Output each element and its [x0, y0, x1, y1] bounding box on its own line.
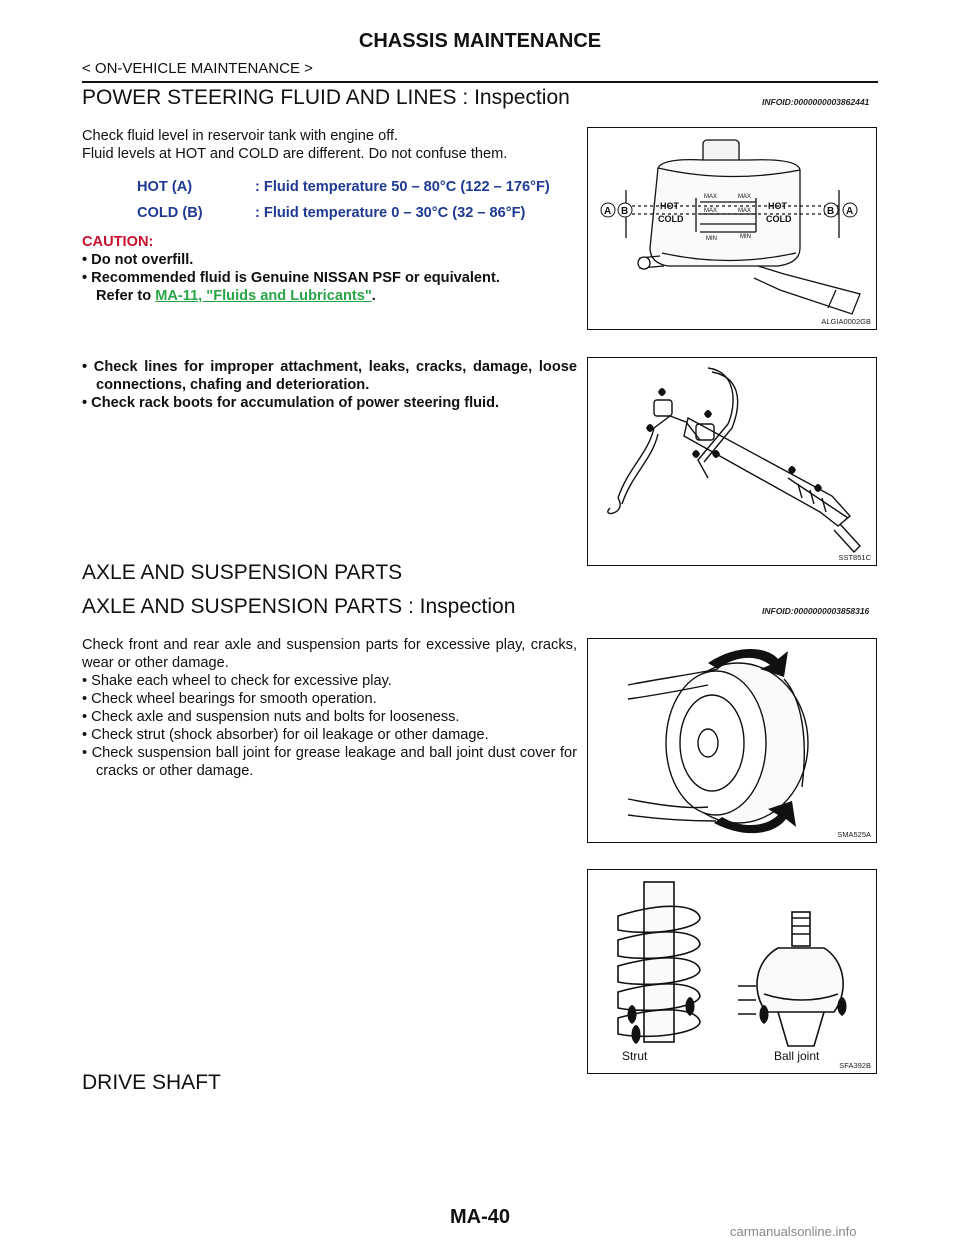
label-cold: COLD: [658, 214, 684, 224]
spec-key: HOT (A): [137, 179, 193, 195]
list-item-text: Check wheel bearings for smooth operation.: [91, 691, 377, 707]
reservoir-illustration: [588, 128, 878, 331]
spec-row-hot: [137, 174, 587, 200]
spec-value: : Fluid temperature 0 – 30°C (32 – 86°F): [255, 205, 526, 221]
label-ball-joint: Ball joint: [774, 1049, 820, 1063]
section-title-axle-parts: AXLE AND SUSPENSION PARTS: [82, 561, 403, 584]
list-item: • Check axle and suspension nuts and bolts for looseness.: [82, 709, 460, 725]
list-item: • Check lines for improper attachment, leaks, cracks, damage, loose connections, chafing and deterioration.: [82, 359, 577, 393]
refer-line: [82, 287, 577, 305]
list-item-text: Check lines for improper attachment, leaks, cracks, damage, loose connections, chafing and deterioration.: [93, 359, 577, 393]
list-item: • Check rack boots for accumulation of power steering fluid.: [82, 395, 500, 411]
spec-key: COLD (B): [137, 205, 203, 221]
list-item-text: Check axle and suspension nuts and bolts for looseness.: [91, 709, 460, 725]
label-b: B: [827, 206, 835, 217]
label-strut: Strut: [622, 1049, 648, 1063]
list-item: • Shake each wheel to check for excessive play.: [82, 673, 392, 689]
label-cold: COLD: [766, 214, 792, 224]
label-a: A: [604, 206, 612, 217]
label-max: MAX: [704, 208, 718, 214]
figure-steering-lines: [587, 357, 877, 566]
page-title: CHASSIS MAINTENANCE: [358, 30, 602, 52]
label-b: B: [621, 206, 629, 217]
list-item-text: Shake each wheel to check for excessive play.: [91, 673, 392, 689]
ps-intro-line2: Fluid levels at HOT and COLD are different. Do not confuse them.: [82, 146, 508, 162]
refer-prefix: Refer to: [96, 288, 156, 304]
caution-item-text: Do not overfill.: [91, 252, 194, 268]
label-max: MAX: [738, 208, 752, 214]
spec-value: : Fluid temperature 50 – 80°C (122 – 176°F): [255, 179, 550, 195]
list-item-text: Check strut (shock absorber) for oil leakage or other damage.: [91, 727, 489, 743]
infoid-axle: INFOID:0000000003858316: [762, 606, 870, 616]
steering-lines-illustration: [588, 358, 878, 567]
infoid-ps: INFOID:0000000003862441: [762, 97, 870, 107]
ps-spec-table: [137, 174, 587, 226]
ps-intro-line1: Check fluid level in reservoir tank with engine off.: [82, 128, 399, 144]
list-item: • Check suspension ball joint for grease leakage and ball joint dust cover for cracks or other damage.: [82, 745, 577, 779]
figure-caption: ALGIA0002GB: [821, 317, 871, 326]
strut-ball-joint-illustration: [588, 870, 878, 1075]
section-title-axle-inspection: AXLE AND SUSPENSION PARTS : Inspection: [82, 595, 516, 618]
list-item-text: Check rack boots for accumulation of power steering fluid.: [91, 395, 500, 411]
list-item-text: Check suspension ball joint for grease leakage and ball joint dust cover for cracks or other damage.: [91, 745, 577, 779]
caution-label: CAUTION:: [82, 234, 154, 250]
figure-reservoir: [587, 127, 877, 330]
list-item: • Check strut (shock absorber) for oil leakage or other damage.: [82, 727, 489, 743]
page-number: MA-40: [449, 1206, 510, 1228]
ps-check-list: [82, 358, 577, 412]
refer-suffix: .: [371, 288, 376, 304]
label-min: MIN: [706, 236, 717, 242]
wheel-shake-illustration: [588, 639, 878, 844]
label-max: MAX: [704, 194, 718, 200]
fluids-lubricants-link[interactable]: MA-11, "Fluids and Lubricants": [155, 288, 372, 304]
header-divider: [82, 81, 878, 83]
section-title-ps-inspection: POWER STEERING FLUID AND LINES : Inspection: [82, 86, 570, 109]
spec-row-cold: [137, 200, 587, 226]
figure-caption: SFA392B: [839, 1061, 871, 1070]
figure-strut-ball-joint: [587, 869, 877, 1074]
label-a: A: [846, 206, 854, 217]
axle-intro: Check front and rear axle and suspension parts for excessive play, cracks, wear or other damage.: [82, 637, 577, 671]
figure-caption: SMA525A: [837, 830, 871, 839]
footer-watermark: carmanualsonline.info: [730, 1224, 857, 1239]
caution-item: • Do not overfill.: [82, 252, 194, 268]
axle-inspection-body: [82, 636, 577, 780]
list-item: • Check wheel bearings for smooth operation.: [82, 691, 377, 707]
section-title-drive-shaft: DRIVE SHAFT: [82, 1071, 221, 1094]
caution-item-text: Recommended fluid is Genuine NISSAN PSF or equivalent.: [91, 270, 500, 286]
caution-item: • Recommended fluid is Genuine NISSAN PSF or equivalent.: [82, 270, 500, 286]
label-min: MIN: [740, 234, 751, 240]
breadcrumb: < ON-VEHICLE MAINTENANCE >: [82, 60, 313, 77]
label-max: MAX: [738, 194, 752, 200]
ps-caution: [82, 233, 577, 305]
figure-caption: SST851C: [838, 553, 871, 562]
label-hot: HOT: [660, 201, 679, 211]
ps-intro: [82, 127, 577, 163]
label-hot: HOT: [768, 201, 787, 211]
figure-wheel-shake: [587, 638, 877, 843]
